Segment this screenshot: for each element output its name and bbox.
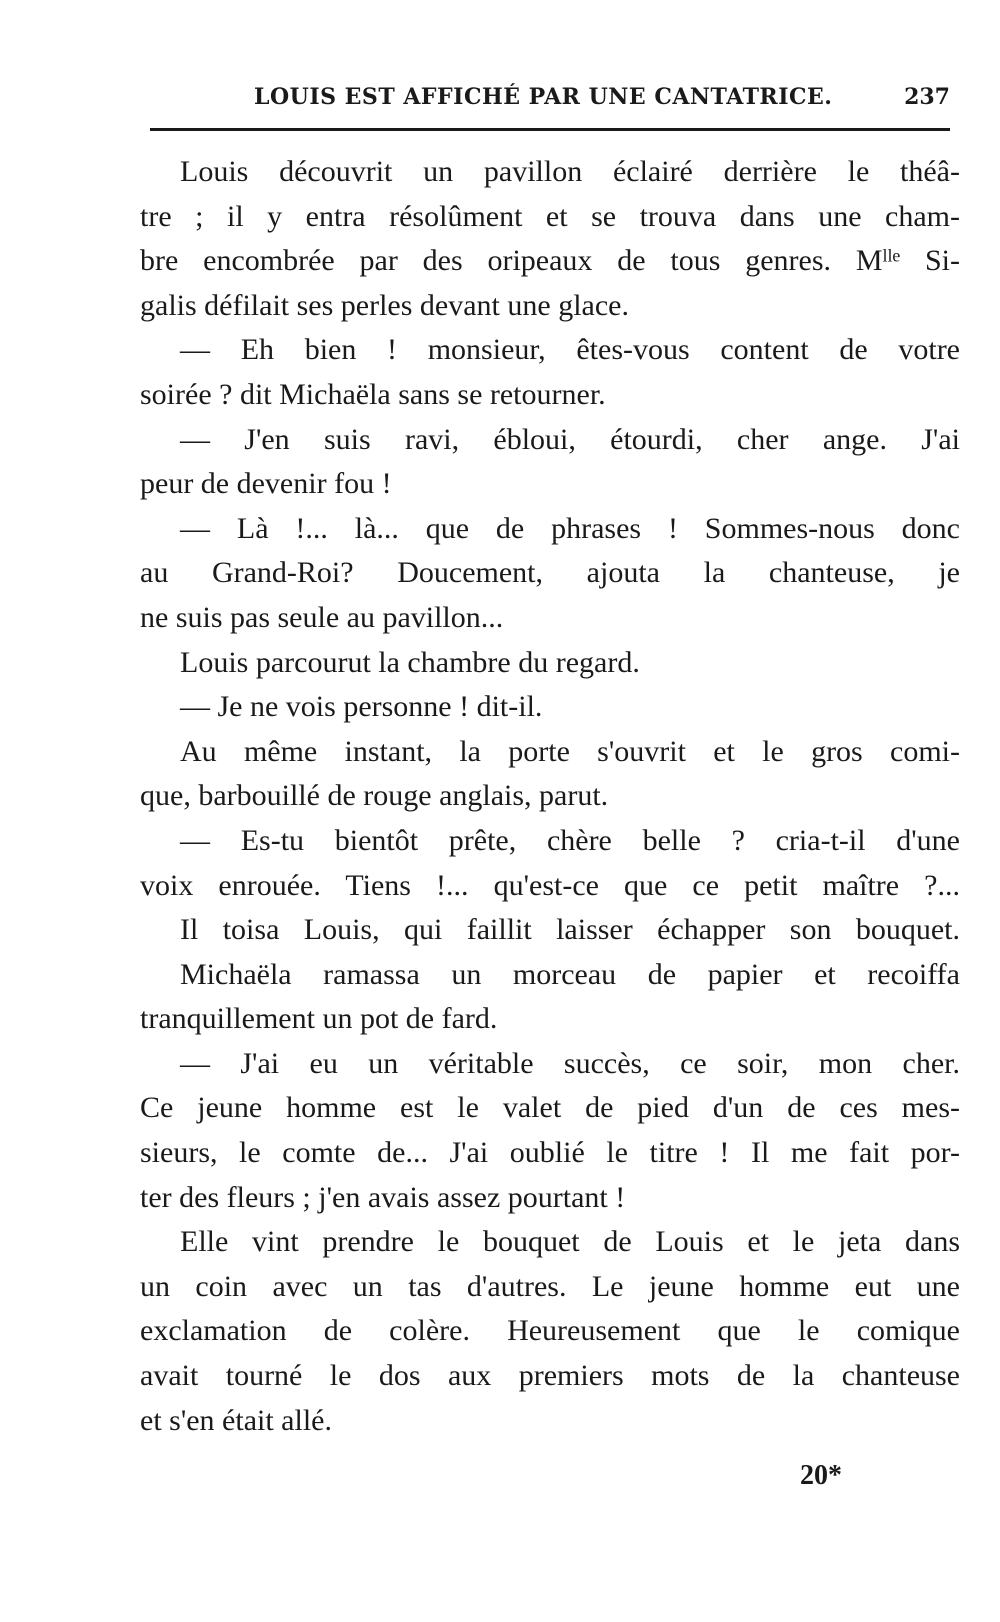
text-line: bre encombrée par des oripeaux de tous genres. Mˡˡᵉ Si-	[140, 244, 960, 278]
text-line: — Es-tu bientôt prête, chère belle ? cria-t-il d'une	[180, 823, 960, 857]
text-line: — Là !... là... que de phrases ! Sommes-nous donc	[180, 511, 960, 545]
text-line: galis défilait ses perles devant une glace.	[140, 288, 629, 322]
text-line: au Grand-Roi? Doucement, ajouta la chanteuse, je	[140, 556, 960, 590]
header-rule	[150, 128, 950, 131]
text-line: un coin avec un tas d'autres. Le jeune homme eut une	[140, 1269, 960, 1303]
text-line: ter des fleurs ; j'en avais assez pourtant !	[140, 1180, 626, 1214]
body-text	[140, 150, 960, 1443]
text-line: Louis découvrit un pavillon éclairé derrière le théâ-	[180, 155, 960, 188]
text-line: Il toisa Louis, qui faillit laisser échapper son bouquet.	[180, 913, 960, 947]
text-line: — J'en suis ravi, ébloui, étourdi, cher ange. J'ai	[180, 422, 960, 456]
text-line: Au même instant, la porte s'ouvrit et le gros comi-	[180, 734, 960, 768]
text-line: que, barbouillé de rouge anglais, parut.	[140, 779, 609, 813]
text-line: — Je ne vois personne ! dit-il.	[180, 690, 543, 724]
text-line: voix enrouée. Tiens !... qu'est-ce que ce petit maître ?...	[140, 868, 960, 902]
text-line: et s'en était allé.	[140, 1403, 332, 1437]
text-line: avait tourné le dos aux premiers mots de la chanteuse	[140, 1359, 960, 1393]
text-line: — Eh bien ! monsieur, êtes-vous content de votre	[180, 333, 960, 367]
text-line: Louis parcourut la chambre du regard.	[180, 645, 640, 679]
text-line: peur de devenir fou !	[140, 467, 392, 501]
text-line: exclamation de colère. Heureusement que le comique	[140, 1314, 960, 1348]
text-line: Ce jeune homme est le valet de pied d'un de ces mes-	[140, 1091, 960, 1125]
text-line: sieurs, le comte de... J'ai oublié le titre ! Il me fait por-	[140, 1136, 960, 1170]
text-line: soirée ? dit Michaëla sans se retourner.	[140, 377, 606, 411]
text-line: Elle vint prendre le bouquet de Louis et le jeta dans	[180, 1225, 960, 1259]
text-line: tranquillement un pot de fard.	[140, 1002, 498, 1036]
signature-mark: 20*	[800, 1460, 842, 1491]
text-line: Michaëla ramassa un morceau de papier et recoiffa	[180, 957, 960, 991]
text-line: ne suis pas seule au pavillon...	[140, 600, 504, 634]
page-number: 237	[904, 84, 950, 110]
running-title: LOUIS EST AFFICHÉ PAR UNE CANTATRICE.	[254, 84, 833, 110]
running-head	[150, 84, 950, 120]
text-line: — J'ai eu un véritable succès, ce soir, mon cher.	[180, 1046, 960, 1080]
text-line: tre ; il y entra résolûment et se trouva dans une cham-	[140, 199, 960, 233]
